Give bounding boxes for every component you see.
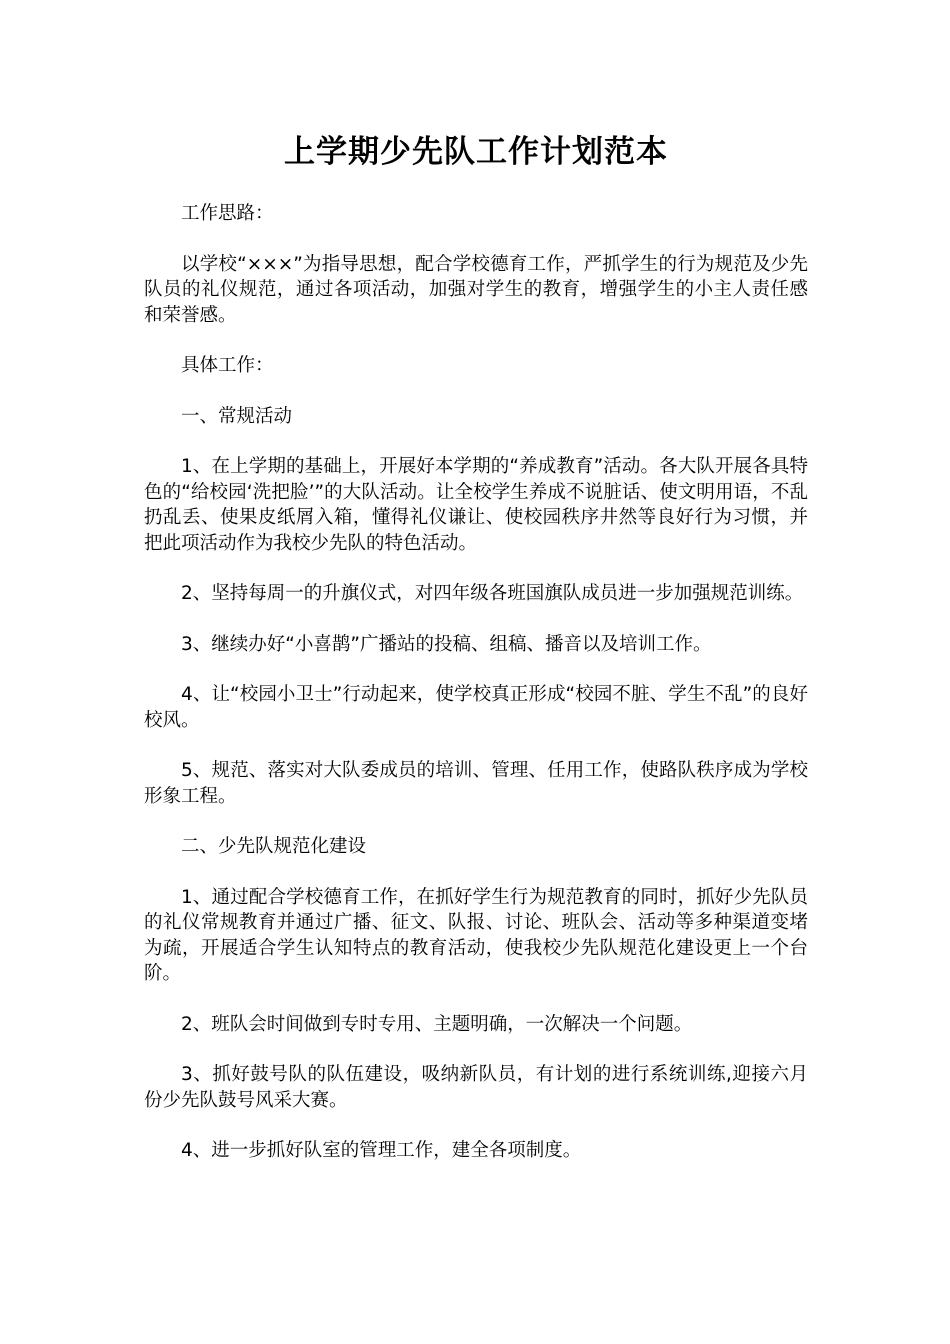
list-item-standardization-3: 3、抓好鼓号队的队伍建设，吸纳新队员，有计划的进行系统训练,迎接六月份少先队鼓号风采大赛。	[144, 1064, 808, 1111]
list-item-routine-4: 4、让“校园小卫士”行动起来，使学校真正形成“校园不脏、学生不乱”的良好校风。	[144, 684, 808, 731]
list-item-routine-3: 3、继续办好“小喜鹊”广播站的投稿、组稿、播音以及培训工作。	[181, 633, 712, 655]
heading-work-ideas: 工作思路：	[181, 203, 274, 224]
document-title: 上学期少先队工作计划范本	[284, 134, 668, 170]
section-heading-standardization: 二、少先队规范化建设	[181, 836, 367, 857]
paragraph-guiding-idea: 以学校“×××”为指导思想，配合学校德育工作，严抓学生的行为规范及少先队员的礼仪规范，通过各项活动，加强对学生的教育，增强学生的小主人责任感和荣誉感。	[144, 253, 808, 326]
list-item-routine-2: 2、坚持每周一的升旗仪式，对四年级各班国旗队成员进一步加强规范训练。	[181, 583, 804, 604]
section-heading-routine-activities: 一、常规活动	[181, 405, 293, 427]
list-item-standardization-4: 4、进一步抓好队室的管理工作，建全各项制度。	[181, 1140, 582, 1161]
list-item-routine-1: 1、在上学期的基础上，开展好本学期的“养成教育”活动。各大队开展各具特色的“给校园‘洗把脸’”的大队活动。让全校学生养成不说脏话、使文明用语，不乱扔乱丢、使果皮纸屑入箱，懂得礼仪谦让、使校园秩序井然等良好行为习惯，并把此项活动作为我校少先队的特色活动。	[144, 456, 808, 554]
document-page	[144, 128, 808, 1189]
heading-specific-work: 具体工作：	[181, 355, 274, 376]
list-item-standardization-2: 2、班队会时间做到专时专用、主题明确，一次解决一个问题。	[181, 1013, 693, 1035]
list-item-routine-5: 5、规范、落实对大队委成员的培训、管理、任用工作，使路队秩序成为学校形象工程。	[144, 760, 808, 807]
list-item-standardization-1: 1、通过配合学校德育工作，在抓好学生行为规范教育的同时，抓好少先队员的礼仪常规教育并通过广播、征文、队报、讨论、班队会、活动等多种渠道变堵为疏，开展适合学生认知特点的教育活动，使我校少先队规范化建设更上一个台阶。	[144, 886, 808, 984]
